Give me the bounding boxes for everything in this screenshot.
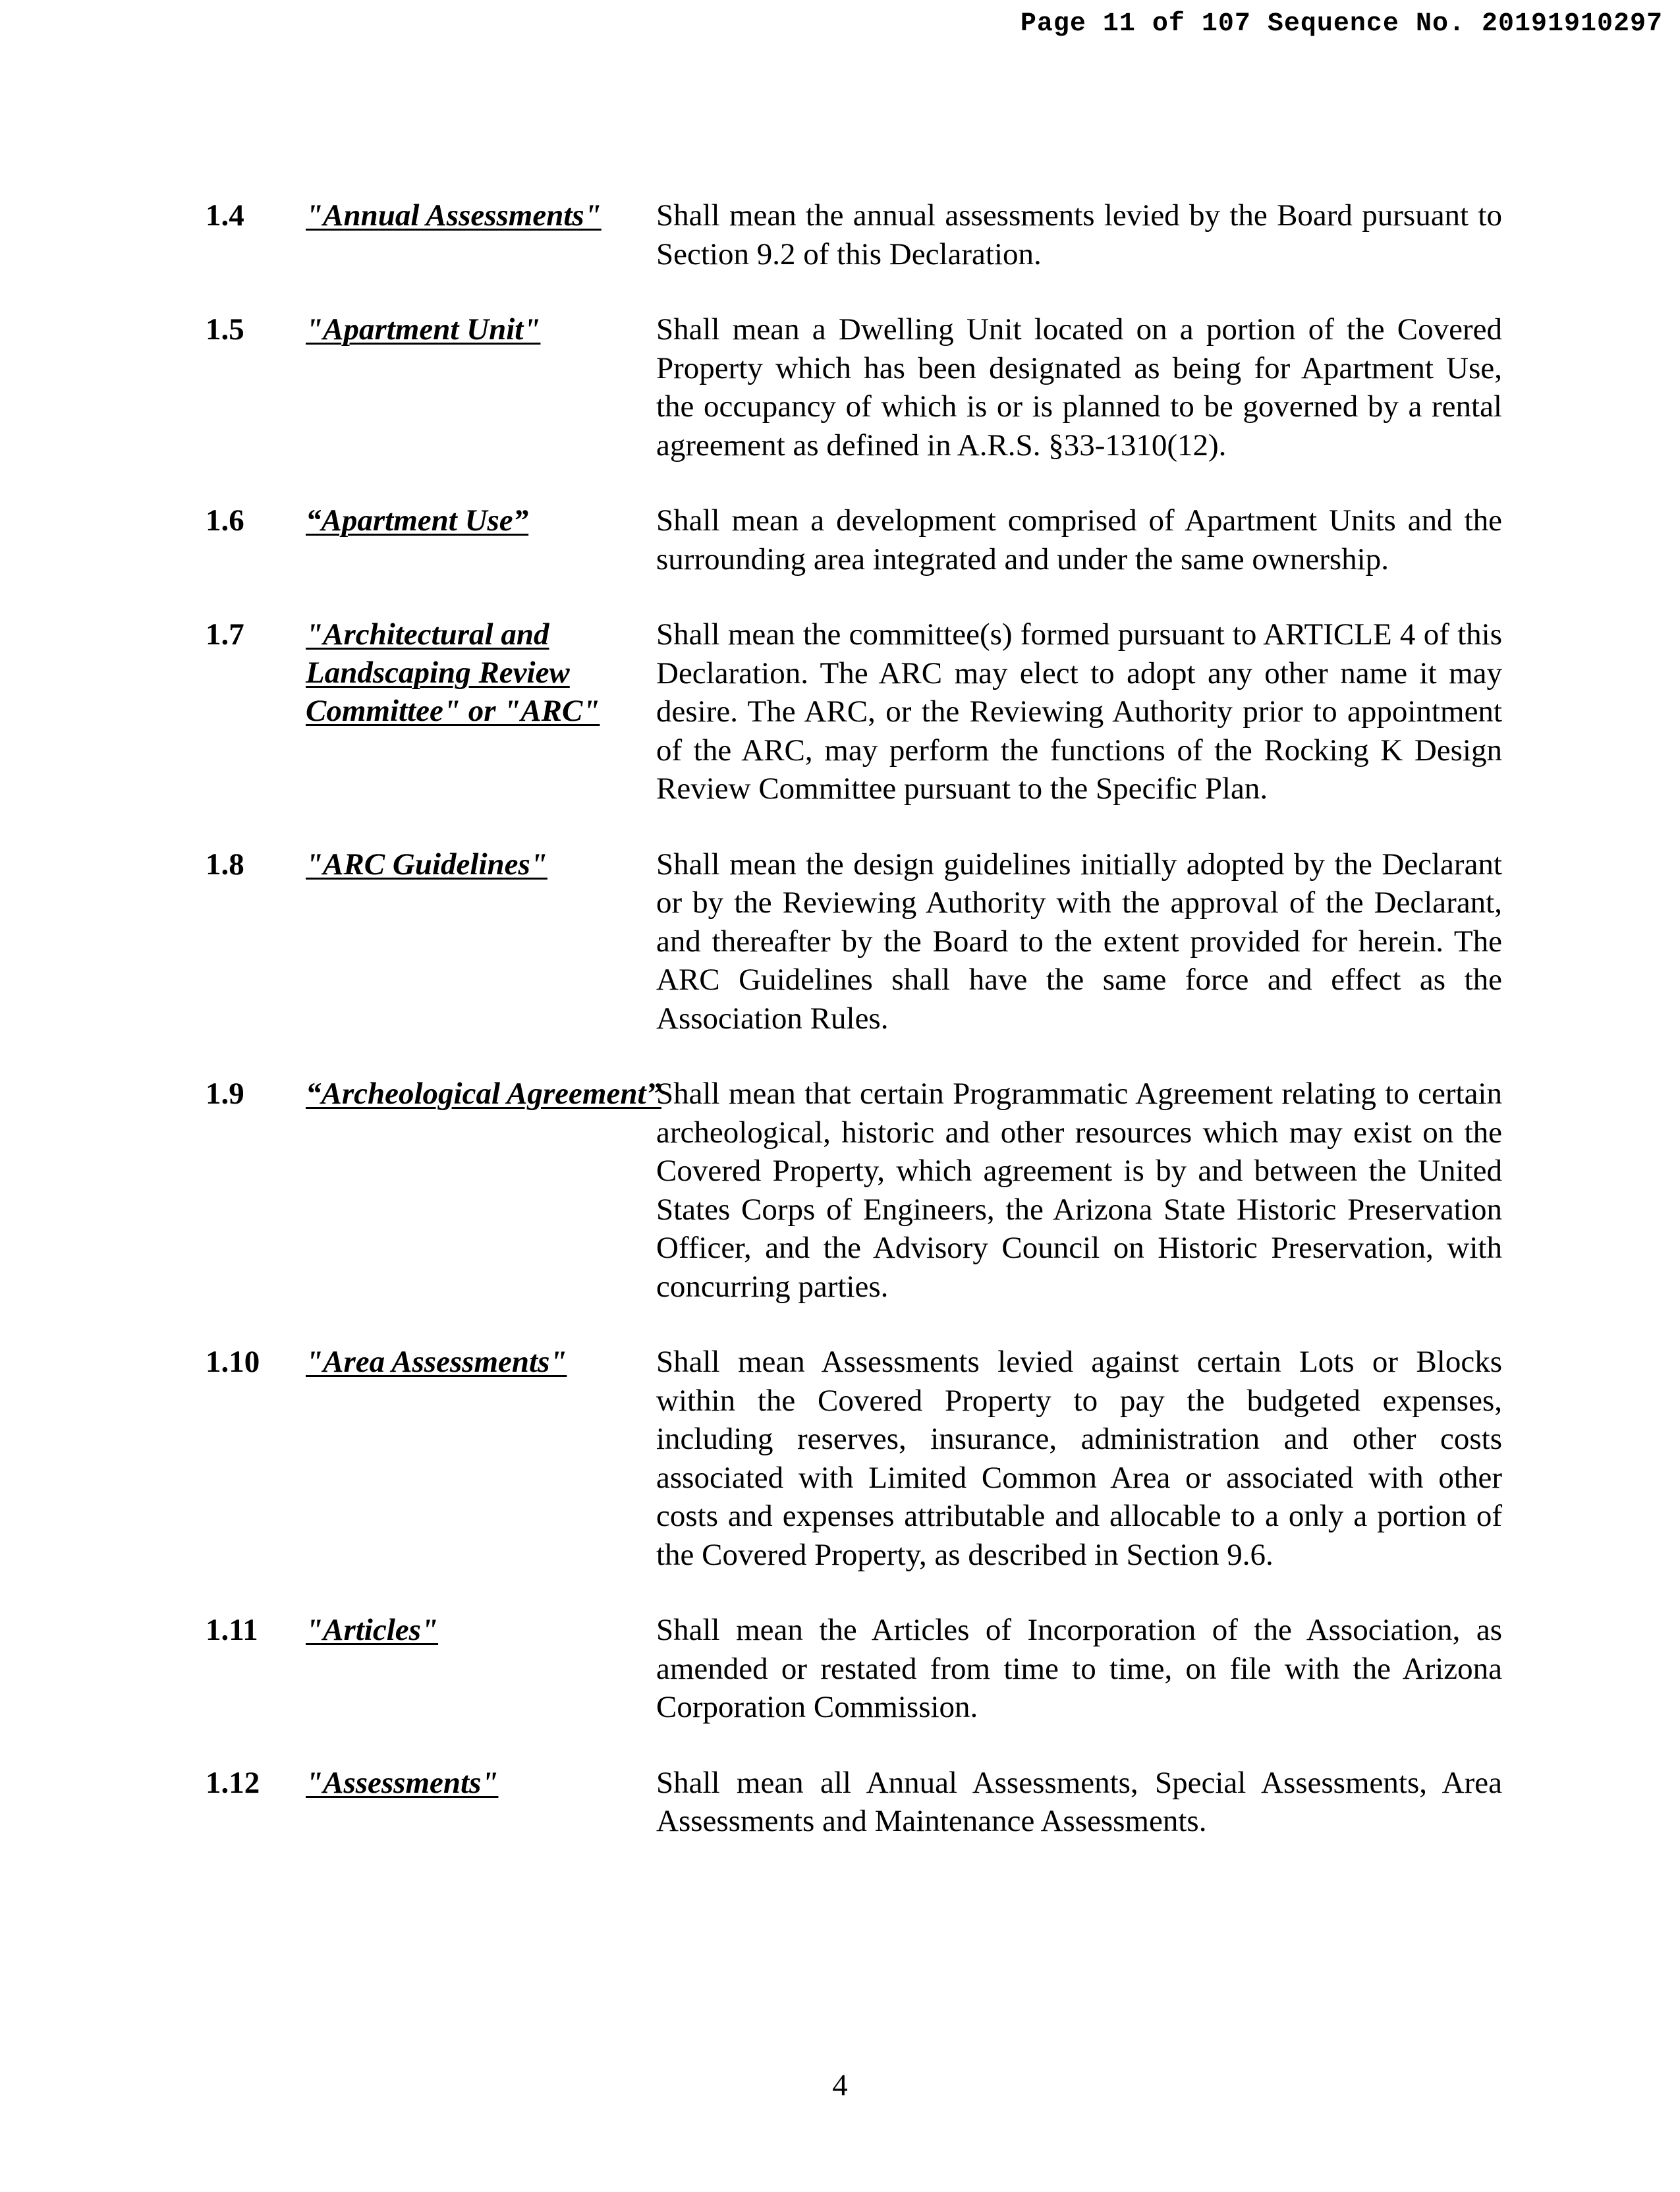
definition-row <box>206 1075 1502 1306</box>
definition-term <box>306 501 675 540</box>
page-header: Page 11 of 107 Sequence No. 20191910297 <box>1020 9 1663 39</box>
definition-text: Shall mean the Articles of Incorporation of the Association, as amended or restated from time to time, on file with the Arizona Corporation Commission. <box>656 1613 1502 1724</box>
definition-term-text: “Archeological Agreement” <box>306 1077 662 1111</box>
definition-text: Shall mean all Annual Assessments, Special Assessments, Area Assessments and Maintenance Assessments. <box>656 1765 1502 1838</box>
definition-term-text: “Apartment Use” <box>306 503 529 538</box>
definition-term-text: "Architectural and Landscaping Review Committee" or "ARC" <box>306 617 600 728</box>
definition-term <box>306 310 675 349</box>
definition-term-text: "Assessments" <box>306 1765 499 1800</box>
definition-text: Shall mean the design guidelines initially adopted by the Declarant or by the Reviewing Authority with the approval of the Declarant, and thereafter by the Board to the extent provided for herein. The ARC Guidelines shall have the same force and effect as the Association Rules. <box>656 847 1502 1036</box>
definition-row <box>206 1343 1502 1574</box>
definition-term-text: "ARC Guidelines" <box>306 847 547 882</box>
definition-term-text: "Articles" <box>306 1613 439 1647</box>
definitions-list <box>206 196 1502 1878</box>
definition-term <box>306 845 675 884</box>
definition-term <box>306 1343 675 1381</box>
definition-row <box>206 196 1502 273</box>
definition-term <box>306 196 675 235</box>
definition-number: 1.7 <box>206 617 244 652</box>
definition-text: Shall mean that certain Programmatic Agreement relating to certain archeological, historic and other resources which may exist on the Covered Property, which agreement is by and between the United States Corps of Engineers, the Arizona State Historic Preservation Officer, and the Advisory Council on Historic Preservation, with concurring parties. <box>656 1077 1502 1304</box>
definition-number: 1.8 <box>206 847 244 882</box>
definition-term <box>306 1075 675 1113</box>
page-number: 4 <box>832 2068 848 2102</box>
definition-text: Shall mean Assessments levied against certain Lots or Blocks within the Covered Property to pay the budgeted expenses, including reserves, insurance, administration and other costs associated with Limited Common Area or associated with other costs and expenses attributable and allocable to a only a portion of the Covered Property, as described in Section 9.6. <box>656 1345 1502 1572</box>
definition-number: 1.11 <box>206 1613 258 1647</box>
definition-row <box>206 845 1502 1038</box>
definition-term-text: "Apartment Unit" <box>306 312 541 347</box>
definition-number: 1.9 <box>206 1077 244 1111</box>
definition-text: Shall mean a Dwelling Unit located on a portion of the Covered Property which has been designated as being for Apartment Use, the occupancy of which is or is planned to be governed by a rental agreement as defined in A.R.S. §33-1310(12). <box>656 312 1502 463</box>
definition-row <box>206 1764 1502 1841</box>
definition-row <box>206 310 1502 464</box>
definition-term-text: "Area Assessments" <box>306 1345 567 1379</box>
definition-number: 1.12 <box>206 1765 260 1800</box>
definition-text: Shall mean the annual assessments levied by the Board pursuant to Section 9.2 of this Declaration. <box>656 198 1502 271</box>
definition-number: 1.5 <box>206 312 244 347</box>
definition-term <box>306 1764 675 1802</box>
definition-term <box>306 615 675 730</box>
definition-row <box>206 501 1502 578</box>
definition-term-text: "Annual Assessments" <box>306 198 602 233</box>
definition-row <box>206 615 1502 808</box>
definition-term <box>306 1611 675 1649</box>
definition-text: Shall mean a development comprised of Apartment Units and the surrounding area integrated and under the same ownership. <box>656 503 1502 576</box>
definition-number: 1.4 <box>206 198 244 233</box>
definition-number: 1.6 <box>206 503 244 538</box>
definition-row <box>206 1611 1502 1727</box>
definition-text: Shall mean the committee(s) formed pursuant to ARTICLE 4 of this Declaration. The ARC may elect to adopt any other name it may desire. The ARC, or the Reviewing Authority prior to appointment of the ARC, may perform the functions of the Rocking K Design Review Committee pursuant to the Specific Plan. <box>656 617 1502 806</box>
definition-number: 1.10 <box>206 1345 260 1379</box>
